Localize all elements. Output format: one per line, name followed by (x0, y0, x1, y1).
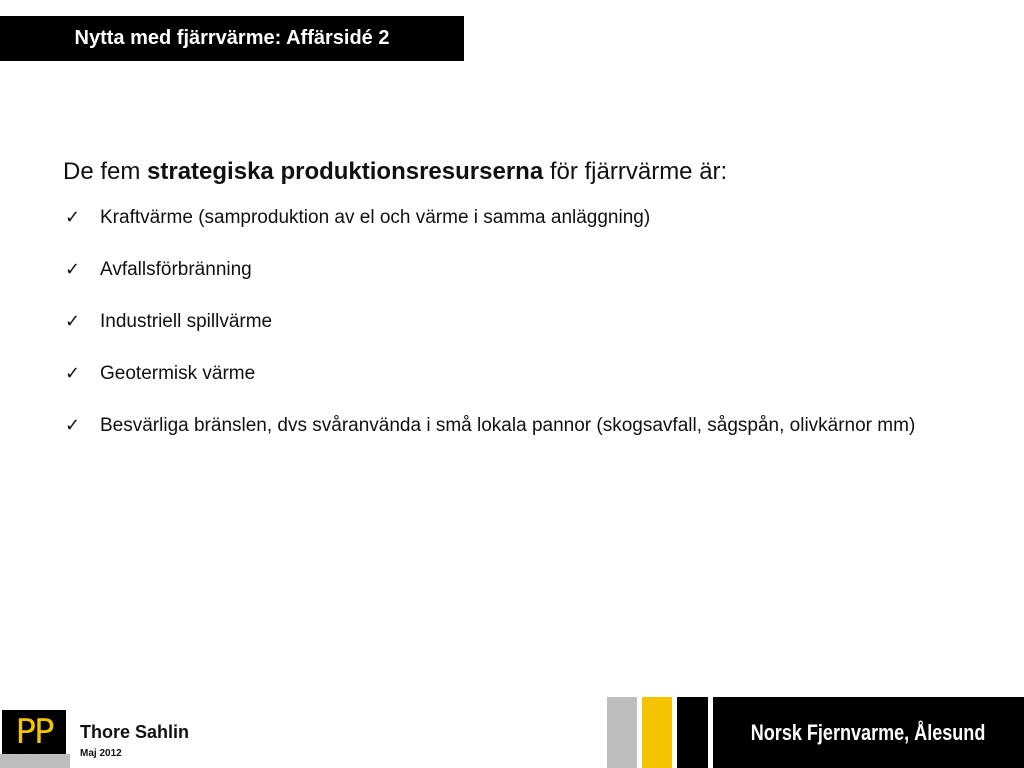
logo-text: PP (15, 712, 53, 752)
organization-bar (713, 697, 1024, 768)
author-name: Thore Sahlin (80, 722, 190, 742)
list-item-text: Besvärliga bränslen, dvs svåranvända i små lokala pannor (skogsavfall, sågspån, olivkärnor mm) (100, 415, 916, 436)
decor-bar-yellow (642, 697, 672, 768)
decor-bar-black (677, 697, 708, 768)
intro-suffix: för fjärrvärme är: (543, 158, 728, 185)
logo-shadow (0, 754, 70, 768)
slide-title: Nytta med fjärrvärme: Affärsidé 2 (74, 27, 390, 49)
checkmark-icon: ✓ (65, 259, 81, 280)
presentation-date: Maj 2012 (80, 748, 122, 759)
intro-text (63, 155, 1003, 189)
list-item (63, 413, 1003, 439)
slide-title-bar (0, 16, 464, 61)
list-item (63, 361, 1003, 387)
slide-content (63, 155, 1003, 465)
organization-name: Norsk Fjernvarme, Ålesund (751, 719, 986, 745)
resource-list (63, 205, 1003, 439)
checkmark-icon: ✓ (65, 363, 81, 384)
checkmark-icon: ✓ (65, 415, 81, 436)
checkmark-icon: ✓ (65, 311, 81, 332)
list-item-text: Kraftvärme (samproduktion av el och värme i samma anläggning) (100, 207, 651, 228)
intro-prefix: De fem (63, 158, 148, 185)
list-item (63, 309, 1003, 335)
list-item-text: Geotermisk värme (100, 363, 256, 384)
decor-bar-gray (607, 697, 637, 768)
list-item-text: Industriell spillvärme (100, 311, 273, 332)
company-logo (2, 710, 66, 754)
intro-bold: strategiska produktionsresurserna (147, 158, 544, 185)
list-item-text: Avfallsförbränning (100, 259, 252, 280)
list-item (63, 205, 1003, 231)
list-item (63, 257, 1003, 283)
checkmark-icon: ✓ (65, 207, 81, 228)
